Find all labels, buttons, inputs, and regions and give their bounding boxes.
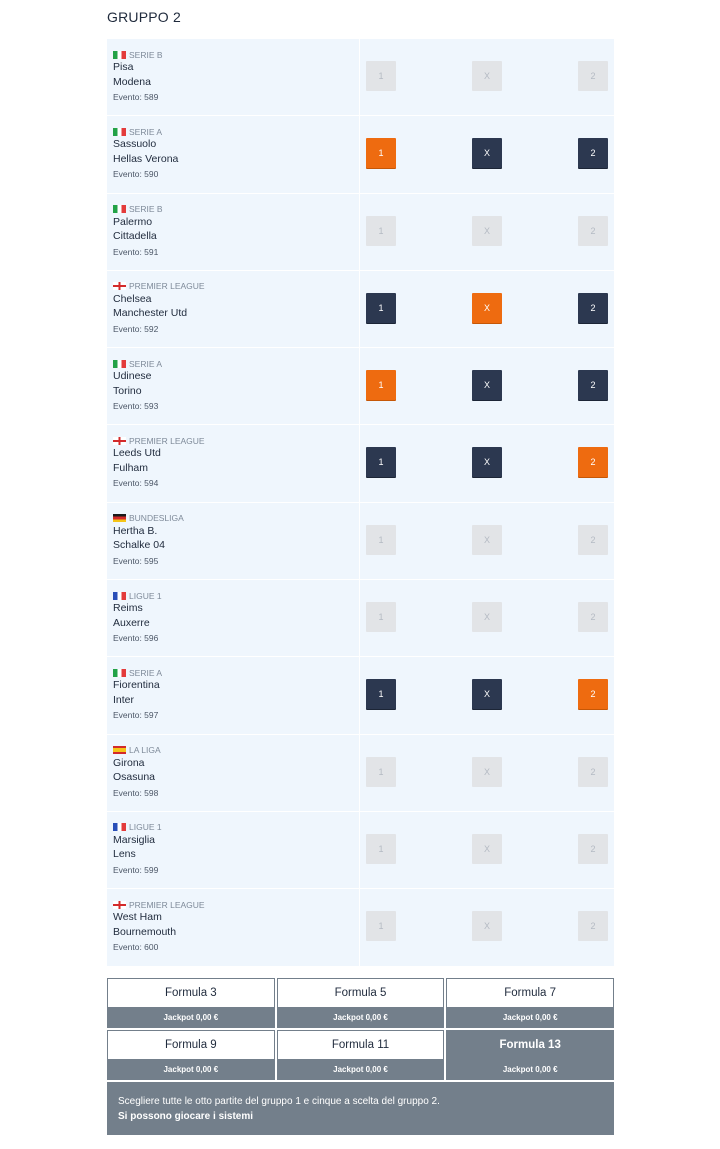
pick-1-button[interactable]: 1 [366,370,396,400]
pick-2-button[interactable]: 2 [578,911,608,941]
match-row [107,889,614,966]
pick-options [360,735,614,811]
pick-2-button[interactable]: 2 [578,61,608,91]
formula-grid [107,978,614,1080]
pick-x-button[interactable]: X [472,679,502,709]
pick-2-button[interactable]: 2 [578,679,608,709]
formula-option[interactable] [107,1030,275,1080]
pick-1-button[interactable]: 1 [366,293,396,323]
formula-jackpot: Jackpot 0,00 € [447,1007,613,1027]
match-info [107,503,360,579]
formula-option[interactable] [107,978,275,1028]
event-number: Evento: 599 [113,864,159,875]
home-team: Palermo [113,215,153,228]
formula-name: Formula 9 [164,1039,217,1051]
flag-icon [113,669,126,677]
away-team: Torino [113,384,142,397]
league-name: LIGUE 1 [129,822,162,833]
pick-2-button[interactable]: 2 [578,447,608,477]
match-info [107,194,360,270]
home-team: Marsiglia [113,833,156,846]
formula-option[interactable] [446,978,614,1028]
away-team: Modena [113,75,151,88]
pick-options [360,580,614,656]
home-team: Reims [113,602,143,615]
pick-x-button[interactable]: X [472,138,502,168]
pick-x-button[interactable]: X [472,757,502,787]
match-list [107,39,614,967]
league-label [113,590,359,601]
away-team: Cittadella [113,230,157,243]
match-row [107,580,614,657]
formula-option[interactable] [446,1030,614,1080]
group-title: GRUPPO 2 [107,9,181,25]
match-row [107,812,614,889]
pick-2-button[interactable]: 2 [578,602,608,632]
pick-x-button[interactable]: X [472,447,502,477]
away-team: Inter [113,693,135,706]
match-row [107,194,614,271]
pick-x-button[interactable]: X [472,216,502,246]
event-number: Evento: 591 [113,246,159,257]
event-number: Evento: 597 [113,710,159,721]
rules-note-systems: Si possono giocare i sistemi [118,1110,254,1122]
flag-icon [113,205,126,213]
pick-x-button[interactable]: X [472,911,502,941]
away-team: Fulham [113,461,149,474]
league-name: LA LIGA [129,745,161,756]
rules-note [107,1082,614,1135]
pick-options [360,812,614,888]
flag-icon [113,514,126,522]
league-name: LIGUE 1 [129,590,162,601]
home-team: Pisa [113,61,134,73]
league-label [113,49,359,60]
match-info [107,657,360,733]
event-number: Evento: 593 [113,401,159,412]
league-name: SERIE A [129,358,163,369]
pick-options [360,116,614,192]
formula-name: Formula 13 [499,1039,561,1051]
flag-icon [113,128,126,136]
match-info [107,116,360,192]
event-number: Evento: 590 [113,169,159,180]
league-name: SERIE A [129,667,163,678]
league-label [113,513,359,524]
event-number: Evento: 589 [113,92,159,102]
league-name: PREMIER LEAGUE [129,899,205,910]
pick-options [360,425,614,501]
pick-x-button[interactable]: X [472,834,502,864]
league-name: SERIE B [129,49,163,60]
league-label [113,281,359,292]
event-number: Evento: 592 [113,323,159,334]
match-info [107,889,360,965]
flag-icon [113,282,126,290]
home-team: West Ham [113,911,162,924]
match-info [107,735,360,811]
flag-icon [113,437,126,445]
home-team: Girona [113,756,145,769]
pick-1-button[interactable]: 1 [366,61,396,91]
formula-name: Formula 11 [331,1039,390,1051]
away-team: Lens [113,848,136,861]
home-team: Chelsea [113,292,152,305]
formula-option[interactable] [277,1030,445,1080]
event-number: Evento: 595 [113,555,159,566]
match-row [107,657,614,734]
league-label [113,822,359,833]
league-name: SERIE A [129,126,163,137]
formula-jackpot: Jackpot 0,00 € [108,1059,274,1079]
league-name: SERIE B [129,204,163,215]
pick-options [360,39,614,115]
flag-icon [113,901,126,909]
league-label [113,745,359,756]
pick-x-button[interactable]: X [472,370,502,400]
league-name: BUNDESLIGA [129,513,184,524]
match-row [107,116,614,193]
pick-1-button[interactable]: 1 [366,757,396,787]
formula-jackpot: Jackpot 0,00 € [447,1059,613,1079]
away-team: Schalke 04 [113,539,165,552]
match-row [107,503,614,580]
pick-2-button[interactable]: 2 [578,216,608,246]
match-info [107,812,360,888]
pick-x-button[interactable]: X [472,602,502,632]
home-team: Sassuolo [113,138,157,151]
match-row [107,735,614,812]
away-team: Manchester Utd [113,307,188,320]
pick-1-button[interactable]: 1 [366,834,396,864]
formula-option[interactable] [277,978,445,1028]
event-number: Evento: 600 [113,942,159,953]
formula-jackpot: Jackpot 0,00 € [108,1007,274,1027]
pick-1-button[interactable]: 1 [366,216,396,246]
pick-2-button[interactable]: 2 [578,757,608,787]
pick-1-button[interactable]: 1 [366,138,396,168]
league-label [113,667,359,678]
pick-x-button[interactable]: X [472,61,502,91]
pick-options [360,348,614,424]
league-name: PREMIER LEAGUE [129,435,205,446]
league-label [113,358,359,369]
home-team: Udinese [113,370,152,383]
match-row [107,425,614,502]
pick-options [360,271,614,347]
event-number: Evento: 594 [113,478,159,489]
pick-2-button[interactable]: 2 [578,834,608,864]
pick-2-button[interactable]: 2 [578,138,608,168]
formula-jackpot: Jackpot 0,00 € [278,1007,444,1027]
rules-note-text: Scegliere tutte le otto partite del gruppo 1 e cinque a scelta del gruppo 2. [118,1096,440,1107]
away-team: Hellas Verona [113,152,179,165]
home-team: Fiorentina [113,679,160,692]
pick-options [360,657,614,733]
formula-name: Formula 3 [164,987,217,999]
flag-icon [113,51,126,59]
match-info [107,348,360,424]
match-info [107,425,360,501]
pick-x-button[interactable]: X [472,293,502,323]
match-info [107,580,360,656]
away-team: Osasuna [113,771,156,784]
pick-options [360,889,614,965]
league-name: PREMIER LEAGUE [129,281,205,292]
home-team: Hertha B. [113,524,158,537]
flag-icon [113,746,126,754]
pick-2-button[interactable]: 2 [578,370,608,400]
league-label [113,126,359,137]
league-label [113,435,359,446]
pick-options [360,194,614,270]
league-label [113,204,359,215]
pick-1-button[interactable]: 1 [366,602,396,632]
formula-jackpot: Jackpot 0,00 € [278,1059,444,1079]
flag-icon [113,360,126,368]
formula-name: Formula 7 [504,987,557,999]
match-row [107,348,614,425]
match-row [107,39,614,116]
away-team: Bournemouth [113,925,177,938]
pick-2-button[interactable]: 2 [578,293,608,323]
pick-x-button[interactable]: X [472,525,502,555]
match-row [107,271,614,348]
event-number: Evento: 598 [113,787,159,798]
pick-2-button[interactable]: 2 [578,525,608,555]
away-team: Auxerre [113,616,150,629]
league-label [113,899,359,910]
event-number: Evento: 596 [113,633,159,644]
flag-icon [113,823,126,831]
pick-1-button[interactable]: 1 [366,911,396,941]
pick-1-button[interactable]: 1 [366,679,396,709]
pick-1-button[interactable]: 1 [366,447,396,477]
home-team: Leeds Utd [113,447,161,460]
pick-options [360,503,614,579]
formula-name: Formula 5 [334,987,387,999]
match-info [107,271,360,347]
match-info [107,39,360,115]
pick-1-button[interactable]: 1 [366,525,396,555]
flag-icon [113,592,126,600]
